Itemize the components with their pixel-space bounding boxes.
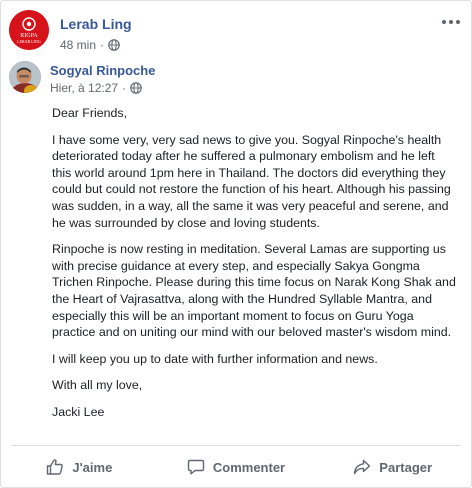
post-paragraph-2: Rinpoche is now resting in meditation. Several Lamas are supporting us with precise guidance at every step, and especially Sakya Gongma Trichen Rinpoche. Please during this time focus on Narak Kong Shak and the Heart of Vajrasattva, along with the Hundred Syllable Mantra, and especially this will be an important moment to focus on Guru Yoga practice and on uniting our mind with our beloved master's wisdom mind. [52,242,456,340]
shared-post-header [9,61,463,97]
comment-bubble-icon [187,458,205,476]
page-name-link[interactable]: Lerab Ling [60,16,132,32]
author-name-link[interactable]: Sogyal Rinpoche [50,63,156,78]
avatar-text-line2: LERAB LING [17,39,41,44]
globe-icon[interactable] [108,39,120,51]
share-button[interactable] [314,448,471,486]
share-label: Partager [379,459,433,475]
more-dot [442,20,446,24]
meta-separator: · [122,81,127,95]
share-arrow-icon [353,458,371,476]
actions-divider [11,445,461,446]
post-body [52,105,457,431]
meta-separator: · [100,38,105,52]
more-dot [456,20,460,24]
comment-label: Commenter [212,459,286,475]
comment-button[interactable] [158,448,315,486]
rigpa-logo-icon [9,10,49,50]
post-paragraph-1: I have some very, very sad news to give you. Sogyal Rinpoche's health deteriorated today after he suffered a pulmonary embolism and he left this world around 1pm here in Thailand. The doctors did everything they could but could not restore the function of his heart. Although his passing was sudden, in a way, all the same it was very peaceful and serene, and he was surrounded by close and loving students. [52,132,451,230]
like-button[interactable] [1,448,158,486]
thumbs-up-icon [46,458,64,476]
post-paragraph-3: I will keep you up to date with further information and news. [52,351,378,366]
post-meta [60,38,120,52]
shared-post-timestamp[interactable]: Hier, à 12:27 [50,81,119,95]
author-photo-icon [9,61,41,93]
page-avatar[interactable] [9,10,49,50]
post-timestamp[interactable]: 48 min [60,38,97,52]
more-options-icon[interactable] [441,16,461,28]
avatar-text-line1: RIGPA [20,33,38,39]
post-actions-bar [1,448,471,486]
post-signature: Jacki Lee [52,404,105,419]
author-avatar[interactable] [9,61,41,93]
globe-icon[interactable] [130,82,142,94]
shared-post-meta [50,81,142,95]
post-greeting: Dear Friends, [52,106,128,120]
post-closing: With all my love, [52,378,143,393]
post-header [9,10,463,54]
like-label: J'aime [72,459,113,475]
more-dot [449,20,453,24]
